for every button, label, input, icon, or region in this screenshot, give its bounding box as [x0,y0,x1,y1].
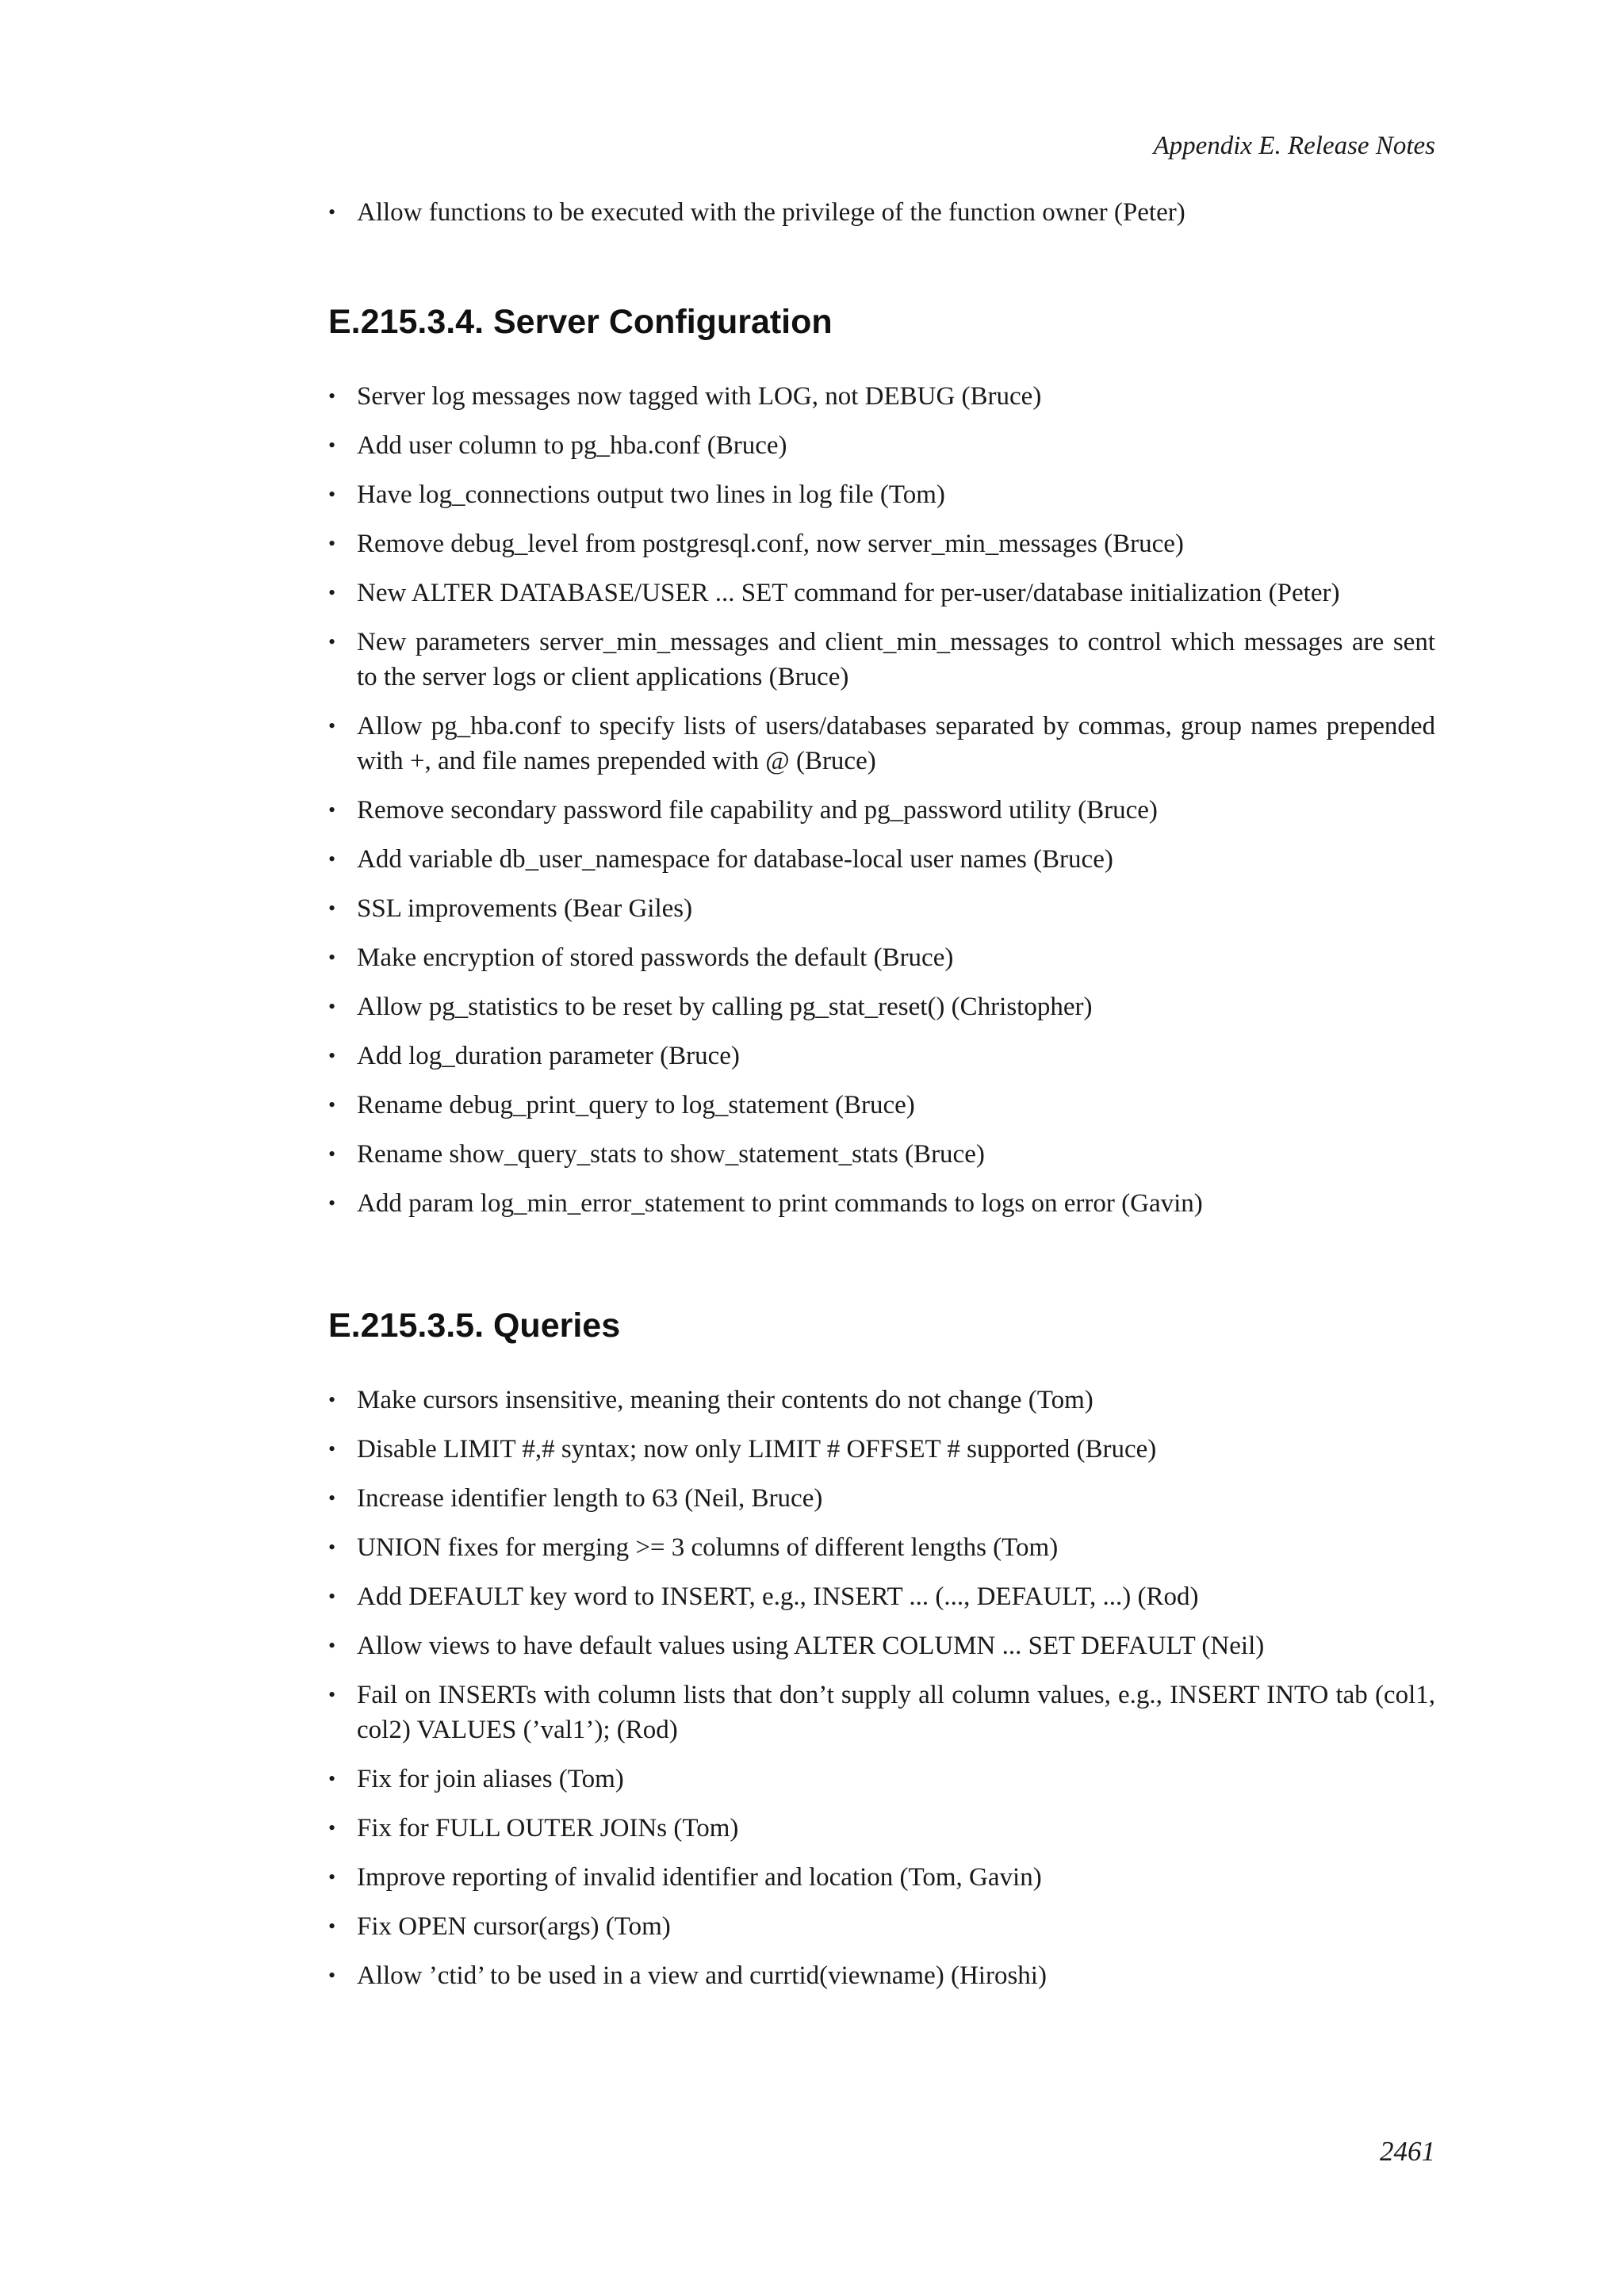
list-item: • Increase identifier length to 63 (Neil, Bruce) [328,1481,1435,1516]
section-heading: E.215.3.4. Server Configuration [328,303,833,341]
list-item: • New ALTER DATABASE/USER ... SET command for per-user/database initialization (Peter) [328,576,1435,610]
list-item: • Fail on INSERTs with column lists that don’t supply all column values, e.g., INSERT INTO tab (col1, col2) VALUES (’val1’); (Rod) [328,1678,1435,1747]
list-item: • SSL improvements (Bear Giles) [328,891,1435,926]
list-item: • UNION fixes for merging >= 3 columns of different lengths (Tom) [328,1530,1435,1565]
list-item: • New parameters server_min_messages and client_min_messages to control which messages are sent to the server logs or client applications (Bruce) [328,625,1435,695]
list-item: • Add user column to pg_hba.conf (Bruce) [328,428,1435,463]
page-number: 2461 [1380,2136,1435,2167]
list-item: • Allow pg_hba.conf to specify lists of users/databases separated by commas, group names prepended with +, and file names prepended with @ (Bruce) [328,709,1435,779]
list-item: • Make cursors insensitive, meaning their contents do not change (Tom) [328,1383,1435,1418]
list-item: • Add param log_min_error_statement to print commands to logs on error (Gavin) [328,1186,1435,1221]
list-item: • Make encryption of stored passwords the default (Bruce) [328,940,1435,975]
list-item: • Remove secondary password file capability and pg_password utility (Bruce) [328,793,1435,828]
list-item: • Add variable db_user_namespace for database-local user names (Bruce) [328,842,1435,877]
section-server-configuration [328,297,1435,1235]
list-item: • Add DEFAULT key word to INSERT, e.g., INSERT ... (..., DEFAULT, ...) (Rod) [328,1579,1435,1614]
list-item: • Allow functions to be executed with the privilege of the function owner (Peter) [328,195,1435,230]
list-item: • Fix for join aliases (Tom) [328,1762,1435,1797]
list-item: • Remove debug_level from postgresql.conf, now server_min_messages (Bruce) [328,526,1435,561]
list-item: • Improve reporting of invalid identifier and location (Tom, Gavin) [328,1860,1435,1895]
list-item: • Rename debug_print_query to log_statement (Bruce) [328,1088,1435,1123]
bullet-list [328,379,1435,1221]
list-item: • Have log_connections output two lines in log file (Tom) [328,477,1435,512]
list-item: • Fix for FULL OUTER JOINs (Tom) [328,1811,1435,1846]
list-item: • Allow pg_statistics to be reset by calling pg_stat_reset() (Christopher) [328,989,1435,1024]
list-item: • Rename show_query_stats to show_statement_stats (Bruce) [328,1137,1435,1172]
list-item: • Allow ’ctid’ to be used in a view and currtid(viewname) (Hiroshi) [328,1958,1435,1993]
section-queries [328,1300,1435,2007]
bullet-list [328,1383,1435,1993]
list-item: • Allow views to have default values using ALTER COLUMN ... SET DEFAULT (Neil) [328,1628,1435,1663]
running-head: Appendix E. Release Notes [1153,132,1435,160]
list-item: • Disable LIMIT #,# syntax; now only LIMIT # OFFSET # supported (Bruce) [328,1432,1435,1467]
intro-list [328,195,1435,244]
list-item: • Add log_duration parameter (Bruce) [328,1039,1435,1073]
section-heading: E.215.3.5. Queries [328,1307,621,1345]
list-item: • Fix OPEN cursor(args) (Tom) [328,1909,1435,1944]
list-item: • Server log messages now tagged with LOG, not DEBUG (Bruce) [328,379,1435,414]
